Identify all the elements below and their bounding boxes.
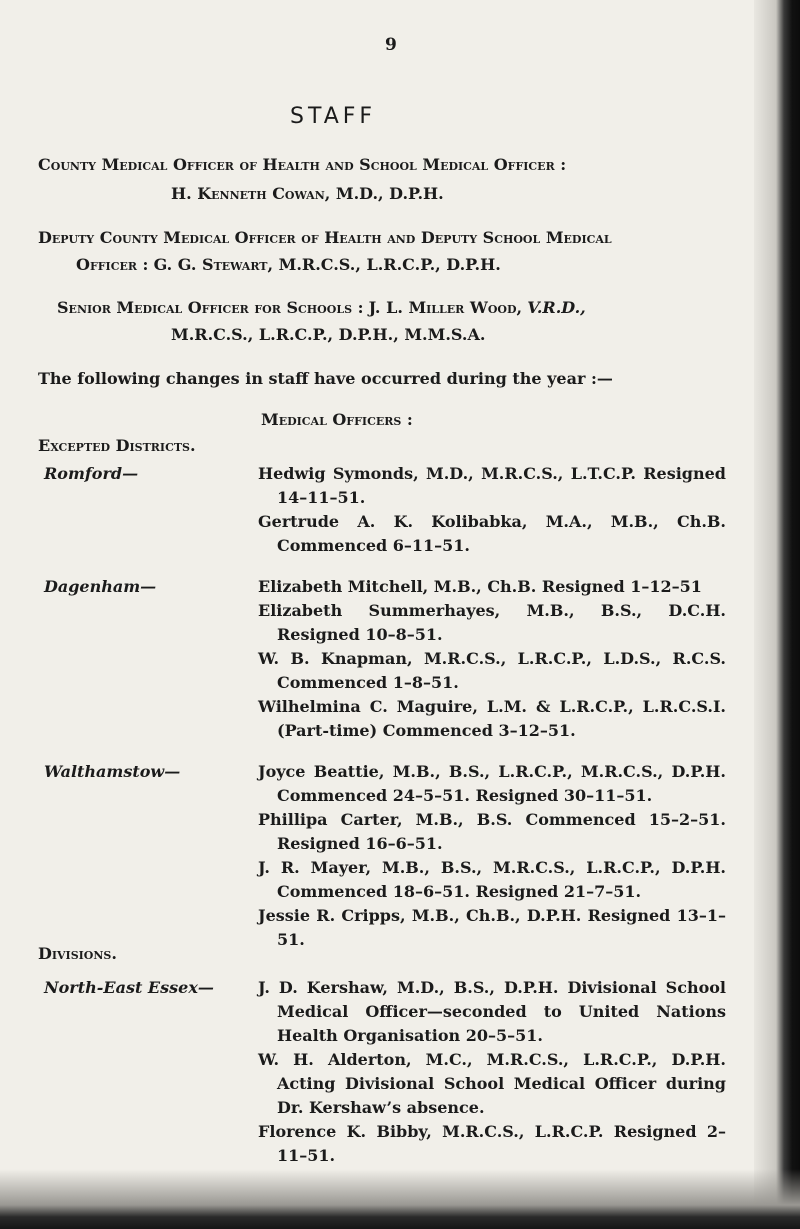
senior-mo-line bbox=[57, 298, 586, 317]
list-item: Gertrude A. K. Kolibabka, M.A., M.B., Ch.B. Commenced 6–11–51. bbox=[258, 512, 726, 555]
district-label-walthamstow: Walthamstow— bbox=[44, 762, 181, 781]
district-entries-dagenham bbox=[258, 575, 726, 743]
page-number: 9 bbox=[385, 35, 397, 55]
list-item: Elizabeth Mitchell, M.B., Ch.B. Resigned 1–12–51 bbox=[258, 577, 702, 596]
deputy-cmo-holder: G. G. Stewart, M.R.C.S., L.R.C.P., D.P.H. bbox=[153, 255, 501, 274]
list-item: J. R. Mayer, M.B., B.S., M.R.C.S., L.R.C.P., D.P.H. Commenced 18–6–51. Resigned 21–7–51. bbox=[258, 858, 726, 901]
district-label-romford: Romford— bbox=[44, 464, 139, 483]
list-item: Phillipa Carter, M.B., B.S. Commenced 15–2–51. Resigned 16–6–51. bbox=[258, 810, 726, 853]
division-entries-north-east-essex bbox=[258, 976, 726, 1168]
intro-text: The following changes in staff have occurred during the year :— bbox=[38, 369, 613, 388]
excepted-districts-heading: Excepted Districts. bbox=[38, 436, 196, 455]
cmo-role: County Medical Officer of Health and School Medical Officer : bbox=[38, 155, 567, 174]
deputy-cmo-holder-line bbox=[76, 255, 501, 274]
list-item: Jessie R. Cripps, M.B., Ch.B., D.P.H. Resigned 13–1–51. bbox=[258, 906, 726, 949]
list-item: W. H. Alderton, M.C., M.R.C.S., L.R.C.P., D.P.H. Acting Divisional School Medical Officer during Dr. Kershaw’s absence. bbox=[258, 1050, 726, 1117]
list-item: Hedwig Symonds, M.D., M.R.C.S., L.T.C.P. Resigned 14–11–51. bbox=[258, 464, 726, 507]
deputy-cmo-role: Deputy County Medical Officer of Health and Deputy School Medical bbox=[38, 228, 612, 247]
list-item: Elizabeth Summerhayes, M.B., B.S., D.C.H. Resigned 10–8–51. bbox=[258, 601, 726, 644]
deputy-cmo-role-suffix: Officer : bbox=[76, 255, 149, 274]
medical-officers-heading: Medical Officers : bbox=[261, 410, 413, 429]
senior-mo-holder-quals: M.R.C.S., L.R.C.P., D.P.H., M.M.S.A. bbox=[171, 325, 486, 344]
page-title: STAFF bbox=[290, 104, 377, 129]
district-entries-romford bbox=[258, 462, 726, 558]
senior-mo-decoration: V.R.D., bbox=[527, 298, 586, 317]
senior-mo-holder: J. L. Miller Wood, bbox=[368, 298, 523, 317]
district-entries-walthamstow bbox=[258, 760, 726, 952]
list-item: W. B. Knapman, M.R.C.S., L.R.C.P., L.D.S., R.C.S. Commenced 1–8–51. bbox=[258, 649, 726, 692]
list-item: Florence K. Bibby, M.R.C.S., L.R.C.P. Resigned 2–11–51. bbox=[258, 1122, 726, 1165]
list-item: J. D. Kershaw, M.D., B.S., D.P.H. Divisional School Medical Officer—seconded to United Nations Health Organisation 20–5–51. bbox=[258, 978, 726, 1045]
bottom-shadow bbox=[0, 1169, 800, 1229]
division-label-north-east-essex: North-East Essex— bbox=[44, 978, 214, 997]
page-edge-shadow bbox=[754, 0, 800, 1229]
list-item: Joyce Beattie, M.B., B.S., L.R.C.P., M.R.C.S., D.P.H. Commenced 24–5–51. Resigned 30–11–51. bbox=[258, 762, 726, 805]
divisions-heading: Divisions. bbox=[38, 944, 117, 963]
district-label-dagenham: Dagenham— bbox=[44, 577, 157, 596]
cmo-holder: H. Kenneth Cowan, M.D., D.P.H. bbox=[171, 184, 444, 203]
senior-mo-role: Senior Medical Officer for Schools : bbox=[57, 298, 364, 317]
list-item: Wilhelmina C. Maguire, L.M. & L.R.C.P., L.R.C.S.I. (Part-time) Commenced 3–12–51. bbox=[258, 697, 726, 740]
